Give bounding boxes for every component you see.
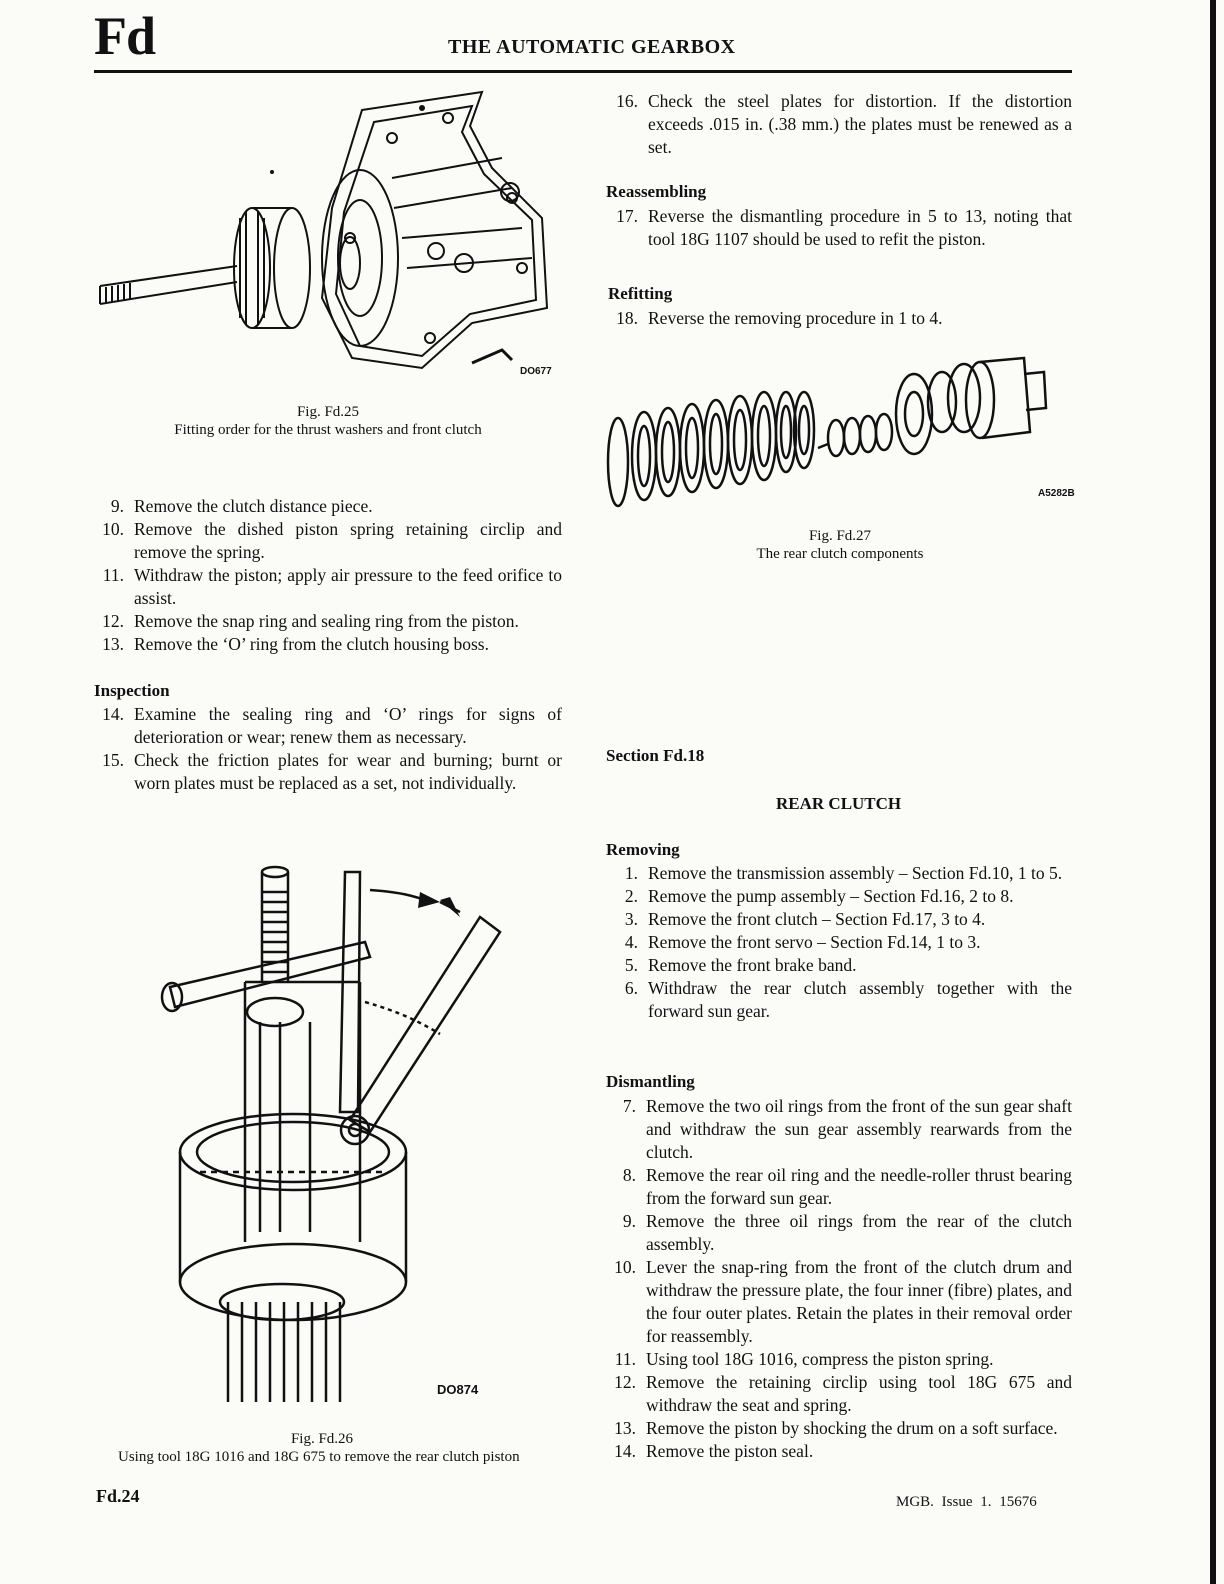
figure-fd25-drawing <box>92 88 572 388</box>
figure-fd26-drawing <box>150 862 540 1407</box>
list-item: 14. Examine the sealing ring and ‘O’ rings for signs of deterioration or wear; renew them as necessary. <box>102 704 562 747</box>
figure-fd27-label: Fig. Fd.27 <box>808 528 872 544</box>
list-item: 2. Remove the pump assembly – Section Fd.16, 2 to 8. <box>624 886 1014 906</box>
figure-fd27-code: A5282B <box>1038 488 1075 499</box>
list-item: 7. Remove the two oil rings from the front of the sun gear shaft and withdraw the sun gear assembly rearwards from the clutch. <box>622 1096 1072 1162</box>
inspection-steps <box>94 703 562 795</box>
dismantling-steps <box>606 1095 1072 1463</box>
list-item: 13. Remove the ‘O’ ring from the clutch housing boss. <box>102 634 489 654</box>
reassembling-heading: Reassembling <box>606 182 707 201</box>
figure-fd25-code: DO677 <box>520 366 552 377</box>
figure-fd25-caption <box>96 403 560 439</box>
list-item: 11. Withdraw the piston; apply air pressure to the feed orifice to assist. <box>102 565 562 608</box>
list-item: 15. Check the friction plates for wear and burning; burnt or worn plates must be replaced as a set, not individually. <box>102 750 562 793</box>
section-title: REAR CLUTCH <box>776 794 902 813</box>
list-item: 9. Remove the clutch distance piece. <box>110 496 373 516</box>
inspection-heading: Inspection <box>94 681 170 700</box>
list-item: 4. Remove the front servo – Section Fd.14, 1 to 3. <box>624 932 981 952</box>
figure-fd27-drawing <box>604 352 1074 512</box>
list-item: 17. Reverse the dismantling procedure in 5 to 13, noting that tool 18G 1107 should be used to refit the piston. <box>616 206 1072 249</box>
figure-fd25-text: Fitting order for the thrust washers and front clutch <box>174 422 482 438</box>
refitting-heading: Refitting <box>608 284 673 303</box>
figure-fd27-caption <box>640 527 1040 563</box>
list-item: 9. Remove the three oil rings from the rear of the clutch assembly. <box>622 1211 1072 1254</box>
header-rule <box>94 70 1072 73</box>
step-16 <box>608 90 1072 159</box>
list-item: 14. Remove the piston seal. <box>614 1441 814 1461</box>
removing-heading: Removing <box>606 840 680 859</box>
removing-steps <box>608 862 1072 1023</box>
page-number: Fd.24 <box>96 1486 140 1506</box>
list-item: 5. Remove the front brake band. <box>624 955 857 975</box>
step-17 <box>608 205 1072 251</box>
section-letter: Fd <box>94 6 156 66</box>
figure-fd26-caption: Using tool 18G 1016 and 18G 675 to remove the rear clutch piston <box>118 1449 520 1465</box>
figure-fd25-label: Fig. Fd.25 <box>296 404 360 420</box>
list-item: 16. Check the steel plates for distortion. If the distortion exceeds .015 in. (.38 mm.) the plates must be renewed as a set. <box>616 91 1072 157</box>
footer-reference: MGB. Issue 1. 15676 <box>896 1494 1037 1510</box>
list-item: 3. Remove the front clutch – Section Fd.17, 3 to 4. <box>624 909 986 929</box>
page-title: THE AUTOMATIC GEARBOX <box>448 36 736 58</box>
list-item: 18. Reverse the removing procedure in 1 to 4. <box>616 308 943 328</box>
list-item: 10. Remove the dished piston spring retaining circlip and remove the spring. <box>102 519 562 562</box>
figure-fd26-label: Fig. Fd.26 <box>290 1431 354 1447</box>
figure-fd27-text: The rear clutch components <box>756 546 924 562</box>
list-item: 12. Remove the retaining circlip using tool 18G 675 and withdraw the seat and spring. <box>614 1372 1072 1415</box>
list-item: 6. Withdraw the rear clutch assembly together with the forward sun gear. <box>624 978 1072 1021</box>
list-item: 11. Using tool 18G 1016, compress the piston spring. <box>614 1349 994 1369</box>
dismantling-heading: Dismantling <box>606 1072 695 1091</box>
figure-fd26-code: DO874 <box>437 1382 479 1397</box>
section-label: Section Fd.18 <box>606 746 705 765</box>
step-18 <box>608 307 1072 330</box>
list-item: 10. Lever the snap-ring from the front of the clutch drum and withdraw the pressure plate, the four inner (fibre) plates, and the four outer plates. Retain the plates in their removal order for reassembly. <box>614 1257 1072 1346</box>
list-item: 1. Remove the transmission assembly – Section Fd.10, 1 to 5. <box>624 863 1063 883</box>
page-edge-bar <box>1210 0 1216 1584</box>
list-item: 13. Remove the piston by shocking the drum on a soft surface. <box>614 1418 1058 1438</box>
left-steps-9-13 <box>94 495 562 656</box>
list-item: 8. Remove the rear oil ring and the needle-roller thrust bearing from the forward sun gear. <box>622 1165 1072 1208</box>
list-item: 12. Remove the snap ring and sealing ring from the piston. <box>102 611 519 631</box>
